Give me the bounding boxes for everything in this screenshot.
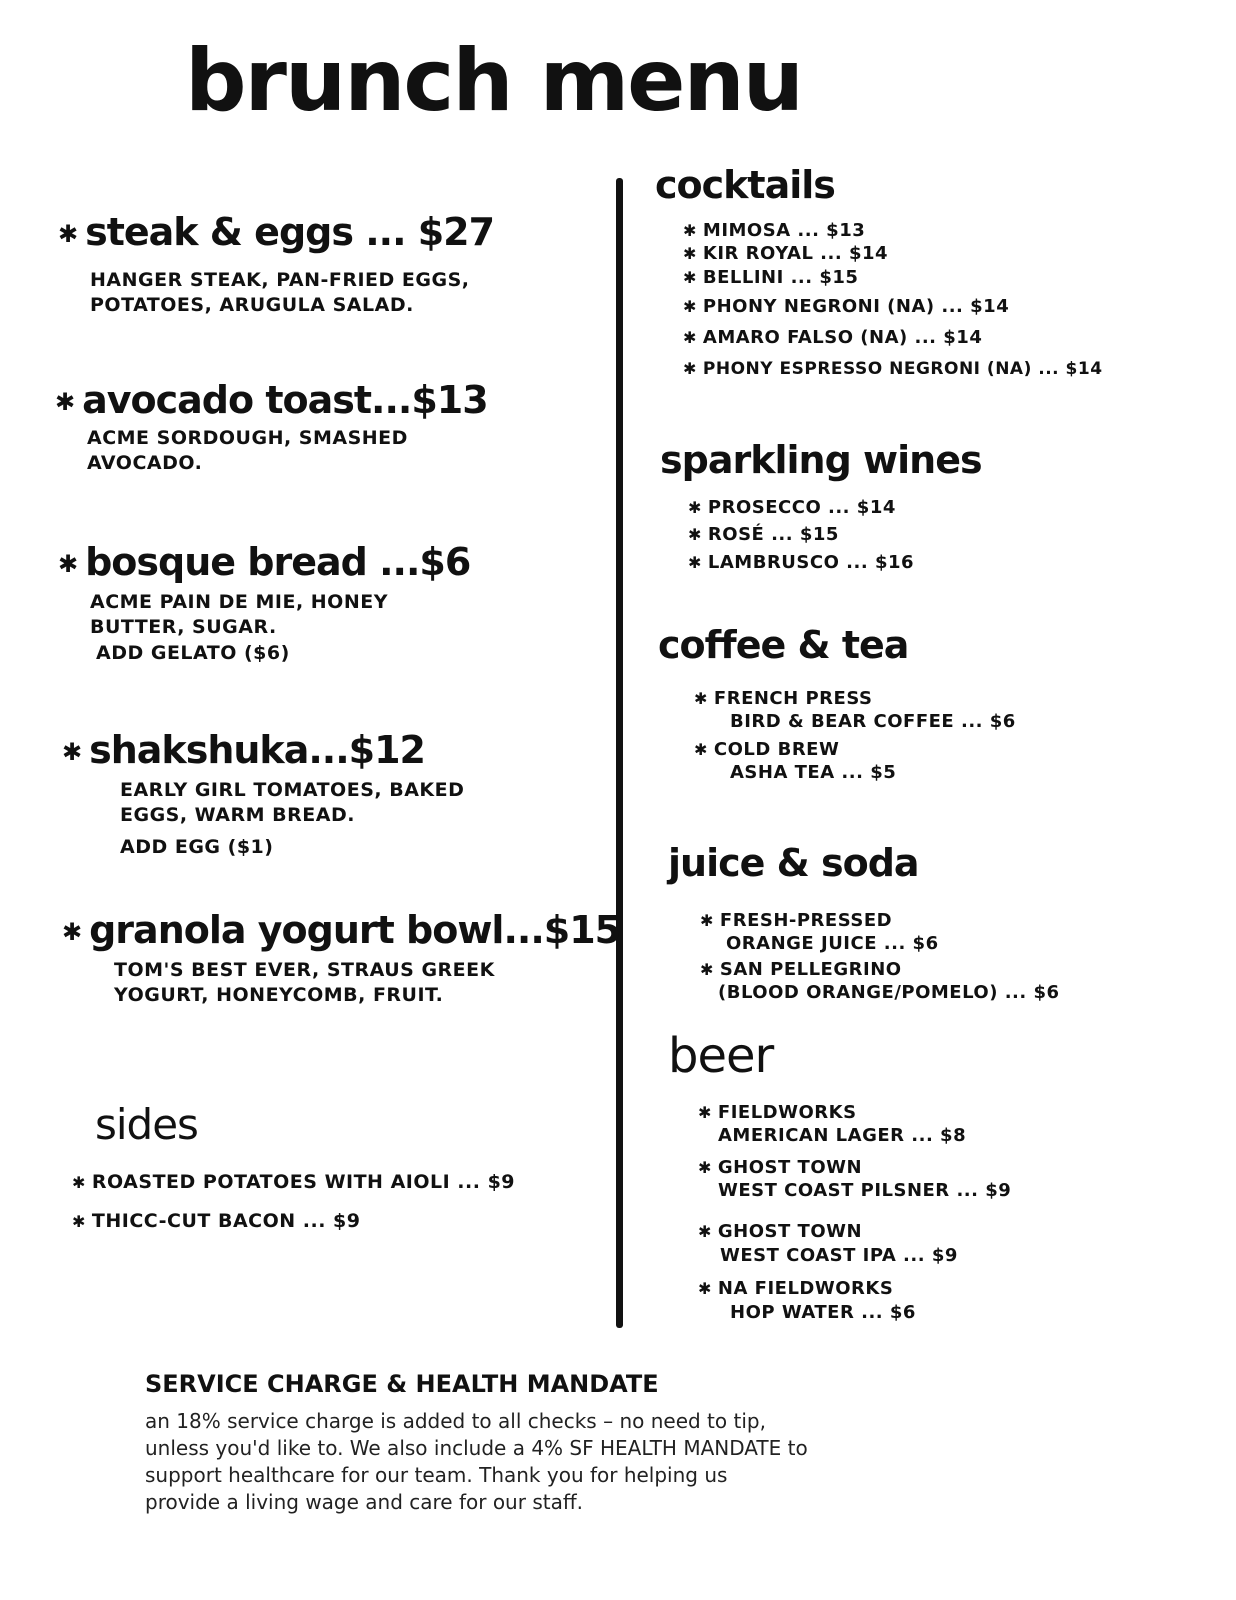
asterisk-icon: ✱ <box>683 358 697 378</box>
dish-description: ACME SORDOUGH, SMASHED AVOCADO. <box>87 426 408 475</box>
dish-heading: shakshuka...$12 <box>89 728 425 772</box>
list-item: ✱ FIELDWORKS AMERICAN LAGER ... $8 <box>698 1101 967 1147</box>
list-item: ✱ ROASTED POTATOES WITH AIOLI ... $9 <box>72 1171 516 1193</box>
asterisk-icon: ✱ <box>683 296 697 316</box>
dish-bosque-bread <box>58 542 470 667</box>
asterisk-icon: ✱ <box>698 1279 712 1299</box>
list-item: ✱ PHONY ESPRESSO NEGRONI (NA) ... $14 <box>683 358 1103 379</box>
service-heading: SERVICE CHARGE & HEALTH MANDATE <box>145 1370 659 1398</box>
asterisk-icon: ✱ <box>58 550 78 579</box>
section-heading: coffee & tea <box>658 623 909 667</box>
dish-granola-yogurt-bowl <box>62 910 620 1009</box>
asterisk-icon: ✱ <box>72 1211 86 1231</box>
dish-shakshuka <box>62 730 464 861</box>
list-item: ✱ MIMOSA ... $13 <box>683 219 866 241</box>
dish-heading: steak & eggs ... $27 <box>85 210 495 254</box>
sides-heading: sides <box>95 1100 198 1149</box>
list-item: ✱ GHOST TOWN WEST COAST IPA ... $9 <box>698 1221 958 1266</box>
asterisk-icon: ✱ <box>688 497 702 517</box>
dish-description: TOM'S BEST EVER, STRAUS GREEK YOGURT, HONEYCOMB, FRUIT. <box>114 958 495 1007</box>
menu-title: brunch menu <box>185 31 802 131</box>
sparkling-section <box>660 440 982 574</box>
dish-heading: granola yogurt bowl...$15 <box>89 908 621 952</box>
asterisk-icon: ✱ <box>62 918 82 947</box>
beer-section <box>668 1030 1011 1324</box>
list-item: ✱ AMARO FALSO (NA) ... $14 <box>683 327 983 349</box>
dish-avocado-toast <box>55 380 488 477</box>
coffee-tea-section <box>658 625 1016 784</box>
dish-heading: avocado toast...$13 <box>82 378 488 422</box>
list-item: ✱ KIR ROYAL ... $14 <box>683 243 889 265</box>
service-text: an 18% service charge is added to all checks – no need to tip, unless you'd like to. We also include a 4% SF HEALTH MANDATE to support healthcare for our team. Thank you for helping us provide a living wage and care for our staff. <box>145 1409 808 1514</box>
list-item: ✱ FRENCH PRESS BIRD & BEAR COFFEE ... $6 <box>694 687 1016 733</box>
list-item: ✱ PROSECCO ... $14 <box>688 496 896 518</box>
asterisk-icon: ✱ <box>683 220 697 240</box>
asterisk-icon: ✱ <box>58 220 78 249</box>
list-item: ✱ BELLINI ... $15 <box>683 266 859 288</box>
dish-steak-eggs <box>58 212 494 319</box>
juice-soda-section <box>668 843 1060 1004</box>
list-item: ✱ GHOST TOWN WEST COAST PILSNER ... $9 <box>698 1156 1012 1201</box>
asterisk-icon: ✱ <box>688 552 702 572</box>
column-divider <box>616 178 623 1328</box>
asterisk-icon: ✱ <box>698 1102 712 1122</box>
section-heading: sparkling wines <box>660 438 982 482</box>
asterisk-icon: ✱ <box>683 267 697 287</box>
asterisk-icon: ✱ <box>700 910 714 930</box>
dish-description: EARLY GIRL TOMATOES, BAKED EGGS, WARM BREAD. ADD EGG ($1) <box>120 778 465 859</box>
service-note <box>145 1370 945 1516</box>
asterisk-icon: ✱ <box>698 1222 712 1242</box>
asterisk-icon: ✱ <box>55 388 75 417</box>
list-item: ✱ THICC-CUT BACON ... $9 <box>72 1209 361 1232</box>
list-item: ✱ ROSÉ ... $15 <box>688 524 839 546</box>
list-item: ✱ SAN PELLEGRINO (BLOOD ORANGE/POMELO) ... $6 <box>700 958 1060 1003</box>
asterisk-icon: ✱ <box>683 244 697 264</box>
list-item: ✱ PHONY NEGRONI (NA) ... $14 <box>683 295 1010 317</box>
section-heading: juice & soda <box>668 841 919 885</box>
list-item: ✱ LAMBRUSCO ... $16 <box>688 551 915 573</box>
asterisk-icon: ✱ <box>694 739 708 759</box>
dish-heading: bosque bread ...$6 <box>85 540 471 584</box>
section-heading: beer <box>668 1028 774 1084</box>
list-item: ✱ FRESH-PRESSED ORANGE JUICE ... $6 <box>700 909 939 955</box>
cocktails-section <box>655 165 1103 380</box>
asterisk-icon: ✱ <box>698 1157 712 1177</box>
asterisk-icon: ✱ <box>683 328 697 348</box>
list-item: ✱ NA FIELDWORKS HOP WATER ... $6 <box>698 1278 916 1323</box>
section-heading: cocktails <box>655 163 835 207</box>
list-item: ✱ COLD BREW ASHA TEA ... $5 <box>694 738 897 783</box>
asterisk-icon: ✱ <box>72 1173 86 1192</box>
sides-list <box>72 1170 515 1233</box>
asterisk-icon: ✱ <box>694 688 708 708</box>
dish-description: ACME PAIN DE MIE, HONEY BUTTER, SUGAR. ADD GELATO ($6) <box>90 590 388 665</box>
asterisk-icon: ✱ <box>700 959 714 979</box>
dish-description: HANGER STEAK, PAN-FRIED EGGS, POTATOES, ARUGULA SALAD. <box>90 268 470 317</box>
asterisk-icon: ✱ <box>688 525 702 545</box>
asterisk-icon: ✱ <box>62 738 82 767</box>
